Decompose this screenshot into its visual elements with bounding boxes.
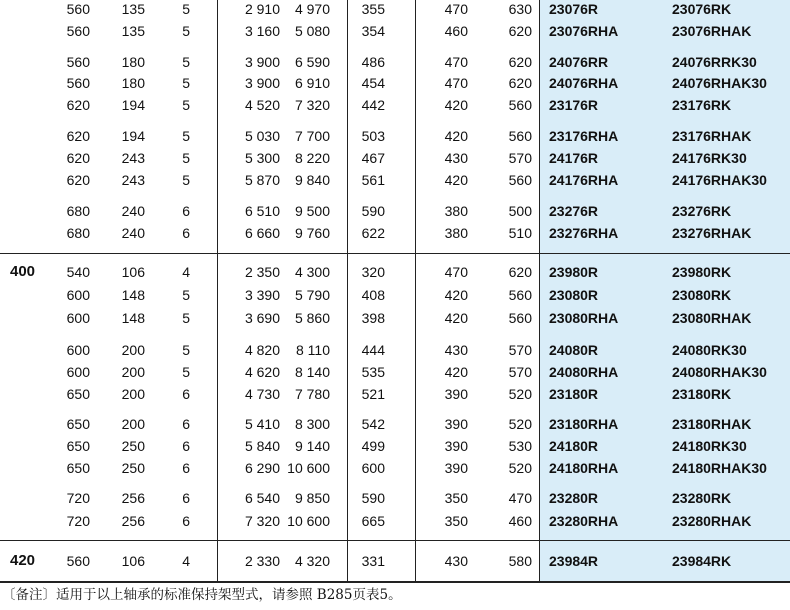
cell-bearing-number-tapered: 23176RHAK	[672, 128, 752, 144]
cell-dynamic-load: 4 820	[244, 342, 280, 358]
cell-dynamic-load: 5 300	[244, 150, 280, 166]
cell-bearing-number: 24176R	[549, 150, 599, 166]
cell-fatigue-load: 590	[361, 490, 385, 506]
cell-bearing-number: 23276RHA	[549, 225, 619, 241]
cell-bearing-number: 23076RHA	[549, 23, 619, 39]
cell-dynamic-load: 3 900	[244, 54, 280, 70]
cell-chamfer: 6	[182, 416, 190, 432]
cell-static-load: 9 140	[294, 438, 330, 454]
cell-bearing-number: 24180R	[549, 438, 599, 454]
cell-bearing-number: 23980R	[549, 264, 599, 280]
cell-width: 106	[121, 264, 145, 280]
cell-chamfer: 5	[182, 75, 190, 91]
cell-outer-diameter: 650	[66, 460, 90, 476]
cell-dynamic-load: 7 320	[244, 513, 280, 529]
cell-fatigue-load: 354	[361, 23, 385, 39]
cell-bearing-number-tapered: 24180RHAK30	[672, 460, 767, 476]
cell-outer-diameter: 680	[66, 203, 90, 219]
cell-bearing-number: 24080R	[549, 342, 599, 358]
cell-width: 135	[121, 23, 145, 39]
cell-bearing-number: 23180R	[549, 386, 599, 402]
cell-chamfer: 6	[182, 490, 190, 506]
cell-fatigue-load: 320	[361, 264, 385, 280]
cell-static-load: 5 790	[294, 287, 330, 303]
cell-bearing-number-tapered: 24180RK30	[672, 438, 747, 454]
cell-bearing-number: 23076R	[549, 1, 599, 17]
cell-static-load: 6 910	[294, 75, 330, 91]
cell-speed-oil: 560	[508, 97, 532, 113]
cell-speed-oil: 510	[508, 225, 532, 241]
cell-bearing-number-tapered: 23180RK	[672, 386, 732, 402]
cell-speed-oil: 630	[508, 1, 532, 17]
cell-width: 243	[121, 150, 145, 166]
cell-width: 256	[121, 490, 145, 506]
cell-speed-grease: 420	[444, 97, 468, 113]
cell-outer-diameter: 560	[66, 54, 90, 70]
cell-bearing-number: 24176RHA	[549, 172, 619, 188]
column-divider	[539, 0, 540, 582]
cell-fatigue-load: 535	[361, 364, 385, 380]
cell-outer-diameter: 560	[66, 1, 90, 17]
cell-fatigue-load: 444	[361, 342, 385, 358]
cell-width: 200	[121, 416, 145, 432]
cell-speed-grease: 470	[444, 1, 468, 17]
cell-width: 180	[121, 54, 145, 70]
column-divider	[415, 0, 416, 582]
cell-width: 106	[121, 553, 145, 569]
cell-dynamic-load: 4 620	[244, 364, 280, 380]
cell-bearing-number-tapered: 24080RK30	[672, 342, 747, 358]
cell-speed-oil: 620	[508, 75, 532, 91]
cell-fatigue-load: 622	[361, 225, 385, 241]
cell-outer-diameter: 650	[66, 386, 90, 402]
cell-static-load: 7 780	[294, 386, 330, 402]
cell-chamfer: 5	[182, 342, 190, 358]
cell-bearing-number: 23984R	[549, 553, 599, 569]
cell-bearing-number: 23080R	[549, 287, 599, 303]
cell-outer-diameter: 600	[66, 287, 90, 303]
cell-outer-diameter: 620	[66, 97, 90, 113]
cell-dynamic-load: 2 350	[244, 264, 280, 280]
cell-fatigue-load: 590	[361, 203, 385, 219]
cell-chamfer: 5	[182, 54, 190, 70]
cell-fatigue-load: 331	[361, 553, 385, 569]
group-separator	[0, 540, 790, 541]
cell-speed-oil: 530	[508, 438, 532, 454]
cell-dynamic-load: 5 870	[244, 172, 280, 188]
cell-speed-grease: 460	[444, 23, 468, 39]
cell-static-load: 8 140	[294, 364, 330, 380]
cell-width: 148	[121, 310, 145, 326]
cell-bearing-number-tapered: 23276RK	[672, 203, 732, 219]
cell-speed-oil: 620	[508, 264, 532, 280]
cell-fatigue-load: 561	[361, 172, 385, 188]
cell-chamfer: 5	[182, 1, 190, 17]
cell-bearing-number-tapered: 24080RHAK30	[672, 364, 767, 380]
cell-speed-oil: 560	[508, 128, 532, 144]
cell-static-load: 8 220	[294, 150, 330, 166]
cell-dynamic-load: 3 390	[244, 287, 280, 303]
cell-outer-diameter: 620	[66, 172, 90, 188]
cell-static-load: 4 320	[294, 553, 330, 569]
cell-speed-grease: 350	[444, 490, 468, 506]
cell-bearing-number-tapered: 24076RRK30	[672, 54, 757, 70]
cell-chamfer: 5	[182, 150, 190, 166]
cell-bearing-number-tapered: 24176RK30	[672, 150, 747, 166]
cell-dynamic-load: 2 330	[244, 553, 280, 569]
cell-speed-oil: 620	[508, 23, 532, 39]
cell-fatigue-load: 542	[361, 416, 385, 432]
cell-bearing-number-tapered: 23984RK	[672, 553, 732, 569]
cell-speed-grease: 470	[444, 264, 468, 280]
cell-dynamic-load: 3 900	[244, 75, 280, 91]
cell-chamfer: 6	[182, 513, 190, 529]
cell-speed-grease: 430	[444, 553, 468, 569]
cell-width: 200	[121, 386, 145, 402]
cell-bearing-number-tapered: 23080RK	[672, 287, 732, 303]
cell-outer-diameter: 600	[66, 364, 90, 380]
cell-outer-diameter: 650	[66, 416, 90, 432]
cell-fatigue-load: 454	[361, 75, 385, 91]
cell-speed-oil: 520	[508, 416, 532, 432]
cell-static-load: 7 320	[294, 97, 330, 113]
cell-chamfer: 6	[182, 225, 190, 241]
cell-static-load: 5 080	[294, 23, 330, 39]
cell-dynamic-load: 5 030	[244, 128, 280, 144]
cell-bearing-number-tapered: 23980RK	[672, 264, 732, 280]
cell-speed-oil: 470	[508, 490, 532, 506]
cell-outer-diameter: 600	[66, 310, 90, 326]
cell-chamfer: 4	[182, 553, 190, 569]
cell-dynamic-load: 4 730	[244, 386, 280, 402]
cell-outer-diameter: 620	[66, 150, 90, 166]
cell-static-load: 8 300	[294, 416, 330, 432]
cell-chamfer: 6	[182, 460, 190, 476]
cell-static-load: 8 110	[296, 342, 330, 358]
cell-bearing-number-tapered: 23076RHAK	[672, 23, 752, 39]
cell-dynamic-load: 6 660	[244, 225, 280, 241]
cell-speed-grease: 390	[444, 438, 468, 454]
cell-static-load: 4 970	[294, 1, 330, 17]
cell-static-load: 9 840	[294, 172, 330, 188]
cell-width: 240	[121, 203, 145, 219]
cell-dynamic-load: 6 540	[244, 490, 280, 506]
cell-width: 194	[121, 97, 145, 113]
footnote: 〔备注〕适用于以上轴承的标准保持架型式，请参照 B285页表5。	[2, 587, 402, 603]
cell-outer-diameter: 680	[66, 225, 90, 241]
cell-dynamic-load: 5 840	[244, 438, 280, 454]
cell-speed-grease: 420	[444, 364, 468, 380]
cell-fatigue-load: 600	[361, 460, 385, 476]
cell-speed-grease: 390	[444, 460, 468, 476]
cell-dynamic-load: 6 290	[244, 460, 280, 476]
cell-speed-oil: 500	[508, 203, 532, 219]
cell-dynamic-load: 5 410	[244, 416, 280, 432]
cell-bearing-number-tapered: 23080RHAK	[672, 310, 752, 326]
cell-width: 256	[121, 513, 145, 529]
cell-width: 135	[121, 1, 145, 17]
cell-outer-diameter: 560	[66, 75, 90, 91]
cell-bearing-number: 23276R	[549, 203, 599, 219]
cell-width: 250	[121, 460, 145, 476]
bore-diameter: 400	[10, 263, 36, 280]
cell-speed-oil: 560	[508, 310, 532, 326]
cell-speed-grease: 470	[444, 54, 468, 70]
cell-dynamic-load: 3 690	[244, 310, 280, 326]
cell-bearing-number: 23176R	[549, 97, 599, 113]
cell-bearing-number-tapered: 23276RHAK	[672, 225, 752, 241]
group-separator	[0, 253, 790, 254]
cell-speed-grease: 350	[444, 513, 468, 529]
cell-speed-grease: 390	[444, 386, 468, 402]
cell-fatigue-load: 408	[361, 287, 385, 303]
cell-speed-grease: 420	[444, 172, 468, 188]
cell-static-load: 6 590	[294, 54, 330, 70]
cell-static-load: 10 600	[287, 460, 330, 476]
cell-width: 200	[121, 342, 145, 358]
cell-bearing-number: 23176RHA	[549, 128, 619, 144]
cell-fatigue-load: 442	[361, 97, 385, 113]
cell-speed-grease: 420	[444, 310, 468, 326]
cell-speed-oil: 570	[508, 364, 532, 380]
cell-bearing-number-tapered: 24176RHAK30	[672, 172, 767, 188]
cell-width: 148	[121, 287, 145, 303]
cell-dynamic-load: 4 520	[244, 97, 280, 113]
cell-bearing-number-tapered: 23180RHAK	[672, 416, 752, 432]
cell-bearing-number: 23280RHA	[549, 513, 619, 529]
cell-static-load: 7 700	[294, 128, 330, 144]
cell-speed-grease: 430	[444, 150, 468, 166]
cell-static-load: 9 500	[294, 203, 330, 219]
cell-width: 180	[121, 75, 145, 91]
cell-speed-oil: 570	[508, 342, 532, 358]
cell-width: 194	[121, 128, 145, 144]
cell-speed-oil: 570	[508, 150, 532, 166]
table-bottom-rule	[0, 581, 790, 583]
cell-chamfer: 6	[182, 438, 190, 454]
cell-speed-oil: 520	[508, 460, 532, 476]
cell-chamfer: 5	[182, 310, 190, 326]
cell-bearing-number: 23280R	[549, 490, 599, 506]
cell-static-load: 10 600	[287, 513, 330, 529]
bore-diameter: 420	[10, 552, 36, 569]
cell-chamfer: 5	[182, 364, 190, 380]
cell-static-load: 5 860	[294, 310, 330, 326]
cell-chamfer: 5	[182, 172, 190, 188]
cell-outer-diameter: 620	[66, 128, 90, 144]
cell-fatigue-load: 499	[361, 438, 385, 454]
cell-chamfer: 4	[182, 264, 190, 280]
cell-speed-grease: 390	[444, 416, 468, 432]
column-divider	[217, 0, 218, 582]
cell-chamfer: 5	[182, 97, 190, 113]
cell-bearing-number: 24076RR	[549, 54, 609, 70]
cell-outer-diameter: 650	[66, 438, 90, 454]
cell-fatigue-load: 467	[361, 150, 385, 166]
cell-bearing-number: 24076RHA	[549, 75, 619, 91]
cell-bearing-number-tapered: 23280RK	[672, 490, 732, 506]
cell-chamfer: 5	[182, 287, 190, 303]
cell-width: 240	[121, 225, 145, 241]
cell-static-load: 9 760	[294, 225, 330, 241]
cell-speed-grease: 380	[444, 225, 468, 241]
cell-outer-diameter: 560	[66, 553, 90, 569]
cell-fatigue-load: 486	[361, 54, 385, 70]
cell-fatigue-load: 521	[361, 386, 385, 402]
cell-dynamic-load: 6 510	[244, 203, 280, 219]
cell-speed-oil: 460	[508, 513, 532, 529]
cell-speed-oil: 520	[508, 386, 532, 402]
cell-chamfer: 6	[182, 386, 190, 402]
cell-bearing-number: 23080RHA	[549, 310, 619, 326]
cell-speed-oil: 560	[508, 287, 532, 303]
cell-dynamic-load: 3 160	[244, 23, 280, 39]
cell-speed-oil: 560	[508, 172, 532, 188]
cell-speed-oil: 580	[508, 553, 532, 569]
cell-speed-grease: 420	[444, 128, 468, 144]
cell-width: 243	[121, 172, 145, 188]
cell-bearing-number-tapered: 23280RHAK	[672, 513, 752, 529]
cell-speed-grease: 470	[444, 75, 468, 91]
cell-bearing-number-tapered: 23076RK	[672, 1, 732, 17]
cell-chamfer: 5	[182, 128, 190, 144]
cell-outer-diameter: 600	[66, 342, 90, 358]
cell-speed-grease: 380	[444, 203, 468, 219]
cell-width: 200	[121, 364, 145, 380]
cell-bearing-number-tapered: 24076RHAK30	[672, 75, 767, 91]
cell-static-load: 9 850	[294, 490, 330, 506]
cell-speed-grease: 430	[444, 342, 468, 358]
cell-bearing-number-tapered: 23176RK	[672, 97, 732, 113]
cell-fatigue-load: 398	[361, 310, 385, 326]
cell-outer-diameter: 720	[66, 513, 90, 529]
cell-chamfer: 5	[182, 23, 190, 39]
cell-speed-grease: 420	[444, 287, 468, 303]
cell-outer-diameter: 720	[66, 490, 90, 506]
cell-outer-diameter: 560	[66, 23, 90, 39]
cell-bearing-number: 23180RHA	[549, 416, 619, 432]
cell-width: 250	[121, 438, 145, 454]
cell-chamfer: 6	[182, 203, 190, 219]
cell-dynamic-load: 2 910	[244, 1, 280, 17]
cell-bearing-number: 24080RHA	[549, 364, 619, 380]
cell-fatigue-load: 503	[361, 128, 385, 144]
cell-speed-oil: 620	[508, 54, 532, 70]
cell-bearing-number: 24180RHA	[549, 460, 619, 476]
cell-fatigue-load: 355	[361, 1, 385, 17]
cell-fatigue-load: 665	[361, 513, 385, 529]
cell-outer-diameter: 540	[66, 264, 90, 280]
cell-static-load: 4 300	[294, 264, 330, 280]
